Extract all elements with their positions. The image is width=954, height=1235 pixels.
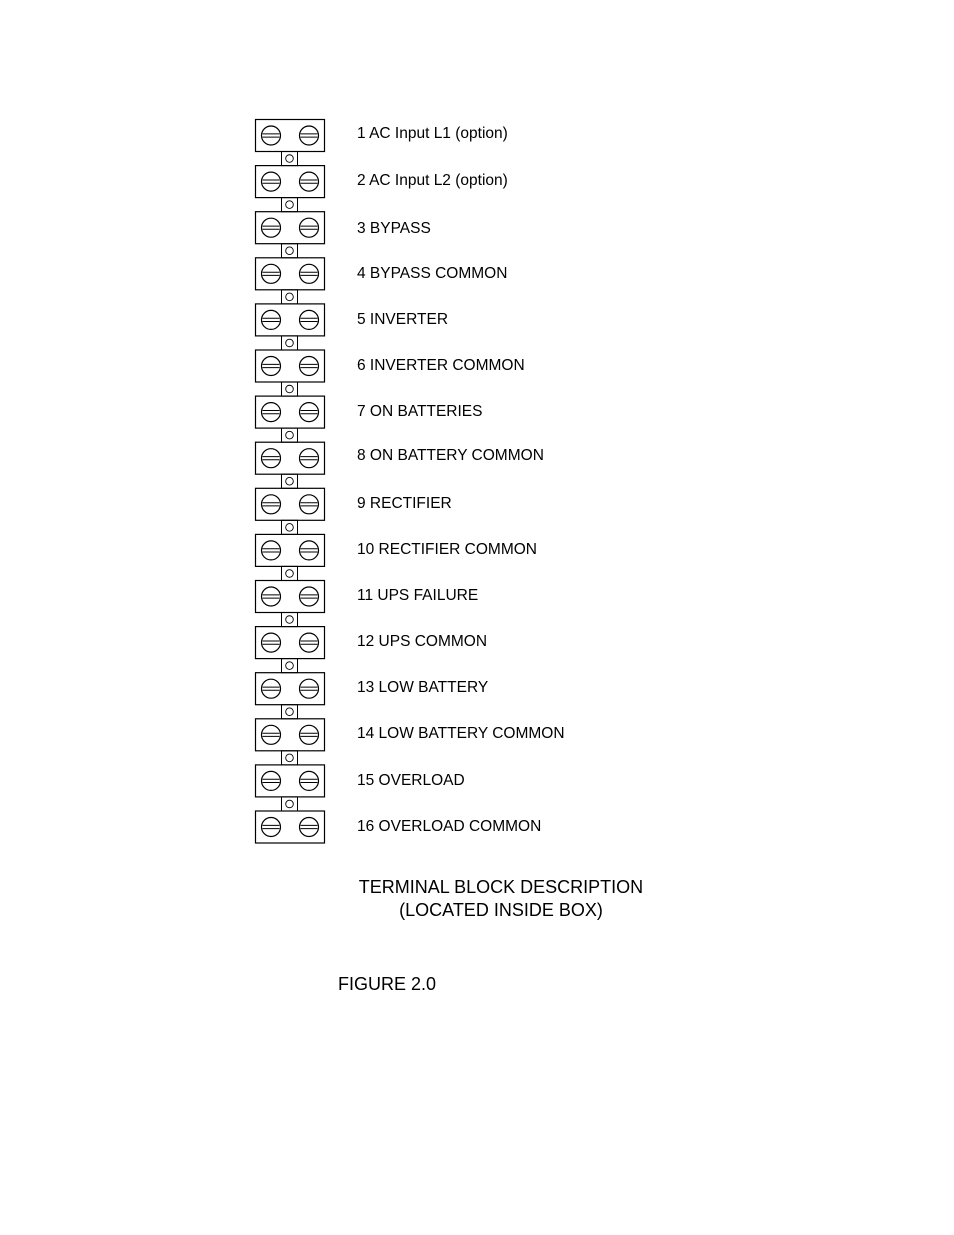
connector-hole-icon (286, 431, 294, 439)
terminal-label: 9 RECTIFIER (357, 495, 452, 512)
caption-subtitle: (LOCATED INSIDE BOX) (399, 900, 603, 920)
screw-icon (262, 449, 281, 468)
screw-icon (262, 771, 281, 790)
screw-icon (262, 403, 281, 422)
terminal-label: 14 LOW BATTERY COMMON (357, 725, 565, 742)
connector-hole-icon (286, 385, 294, 393)
terminal-label: 1 AC Input L1 (option) (357, 125, 508, 142)
connector-hole-icon (286, 201, 294, 209)
connector-hole-icon (286, 616, 294, 624)
terminal-label: 12 UPS COMMON (357, 633, 488, 650)
screw-icon (300, 172, 319, 191)
terminal-label: 10 RECTIFIER COMMON (357, 541, 537, 558)
connector-hole-icon (286, 570, 294, 578)
terminal-label: 7 ON BATTERIES (357, 403, 483, 420)
screw-icon (300, 264, 319, 283)
screw-icon (300, 587, 319, 606)
screw-icon (262, 679, 281, 698)
screw-icon (262, 587, 281, 606)
screw-icon (300, 403, 319, 422)
connector-hole-icon (286, 293, 294, 301)
terminal-label: 13 LOW BATTERY (357, 679, 489, 696)
screw-icon (262, 495, 281, 514)
terminal-label: 6 INVERTER COMMON (357, 357, 525, 374)
screw-icon (262, 218, 281, 237)
terminal-label: 5 INVERTER (357, 311, 449, 328)
connector-hole-icon (286, 800, 294, 808)
connector-hole-icon (286, 524, 294, 532)
screw-icon (262, 172, 281, 191)
screw-icon (262, 310, 281, 329)
terminal-label: 3 BYPASS (357, 220, 431, 237)
connector-hole-icon (286, 247, 294, 255)
screw-icon (300, 725, 319, 744)
screw-icon (300, 633, 319, 652)
screw-icon (300, 679, 319, 698)
screw-icon (262, 725, 281, 744)
screw-icon (262, 633, 281, 652)
terminal-label: 16 OVERLOAD COMMON (357, 818, 542, 835)
screw-icon (262, 541, 281, 560)
screw-icon (300, 126, 319, 145)
terminal-label: 11 UPS FAILURE (357, 587, 479, 604)
connector-hole-icon (286, 708, 294, 716)
screw-icon (300, 449, 319, 468)
terminal-label: 15 OVERLOAD (357, 772, 465, 789)
terminal-label: 4 BYPASS COMMON (357, 265, 508, 282)
connector-hole-icon (286, 155, 294, 163)
screw-icon (300, 218, 319, 237)
screw-icon (300, 357, 319, 376)
screw-icon (262, 818, 281, 837)
terminal-label: 8 ON BATTERY COMMON (357, 447, 544, 464)
connector-hole-icon (286, 662, 294, 670)
screw-icon (300, 310, 319, 329)
terminal-label: 2 AC Input L2 (option) (357, 172, 508, 189)
screw-icon (300, 495, 319, 514)
screw-icon (262, 264, 281, 283)
screw-icon (262, 126, 281, 145)
connector-hole-icon (286, 477, 294, 485)
screw-icon (300, 818, 319, 837)
screw-icon (300, 771, 319, 790)
screw-icon (300, 541, 319, 560)
screw-icon (262, 357, 281, 376)
connector-hole-icon (286, 754, 294, 762)
connector-hole-icon (286, 339, 294, 347)
caption-title: TERMINAL BLOCK DESCRIPTION (358, 877, 644, 897)
figure-label: FIGURE 2.0 (338, 974, 437, 994)
